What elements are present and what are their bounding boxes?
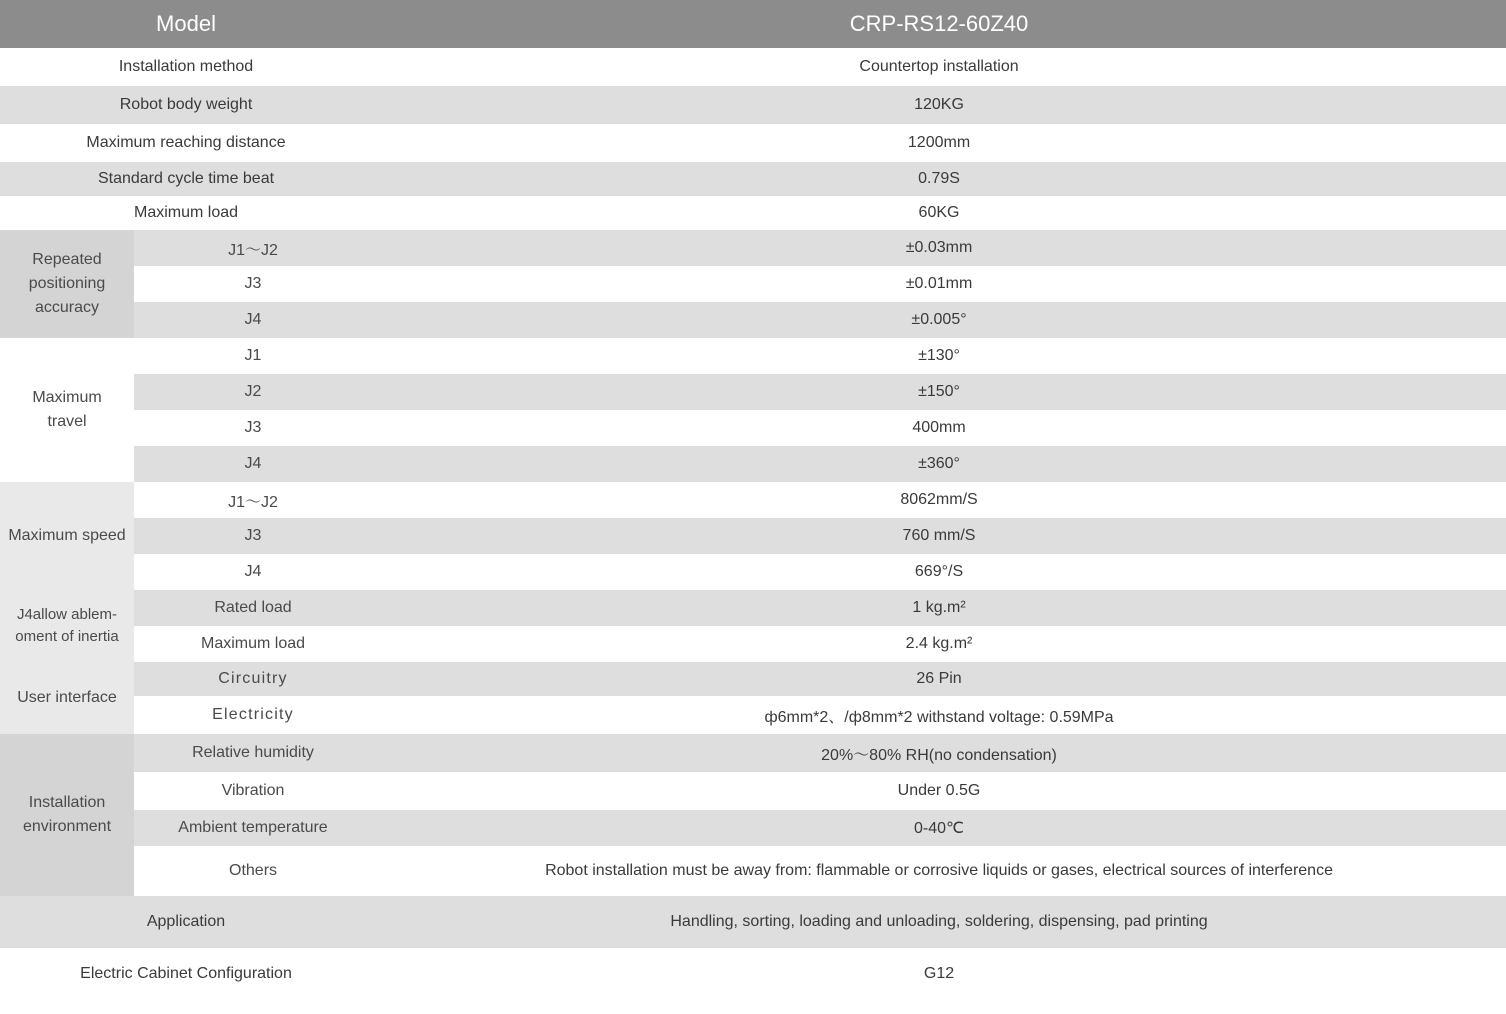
group-label-line: Maximum speed <box>8 527 126 544</box>
table-row <box>0 410 1506 446</box>
row-value: Handling, sorting, loading and unloading, soldering, dispensing, pad printing <box>372 896 1506 948</box>
group-label-line: Installation <box>28 794 106 811</box>
row-value: 1200mm <box>372 124 1506 162</box>
row-sublabel: J1～J2 <box>134 230 372 266</box>
header-model-label: Model <box>0 0 372 48</box>
row-value: ±360° <box>372 446 1506 482</box>
row-value: 8062mm/S <box>372 482 1506 518</box>
table-row <box>0 554 1506 590</box>
table-row <box>0 482 1506 518</box>
row-label: Robot body weight <box>0 86 372 124</box>
row-value: ±0.005° <box>372 302 1506 338</box>
table-row <box>0 86 1506 124</box>
table-row <box>0 302 1506 338</box>
row-sublabel: Ambient temperature <box>134 810 372 846</box>
row-value: 2.4 kg.m² <box>372 626 1506 662</box>
row-value: 120KG <box>372 86 1506 124</box>
table-row <box>0 266 1506 302</box>
group-label-line: oment of inertia <box>15 628 119 645</box>
row-sublabel: Vibration <box>134 772 372 810</box>
row-sublabel: J1 <box>134 338 372 374</box>
group-label-inertia <box>0 590 134 662</box>
row-value: 1 kg.m² <box>372 590 1506 626</box>
table-row <box>0 162 1506 196</box>
table-row <box>0 734 1506 772</box>
table-row <box>0 518 1506 554</box>
row-value: 26 Pin <box>372 662 1506 696</box>
row-label: Application <box>0 896 372 948</box>
row-sublabel: J3 <box>134 518 372 554</box>
row-value: 20%～80% RH(no condensation) <box>372 734 1506 772</box>
row-label: Maximum reaching distance <box>0 124 372 162</box>
table-row <box>0 48 1506 86</box>
row-value: 0-40℃ <box>372 810 1506 846</box>
group-label-repeat-accuracy <box>0 230 134 338</box>
row-value: ±130° <box>372 338 1506 374</box>
row-sublabel: Relative humidity <box>134 734 372 772</box>
table-row <box>0 846 1506 896</box>
row-sublabel: Electricity <box>134 696 372 734</box>
table-row <box>0 196 1506 230</box>
table-row <box>0 446 1506 482</box>
group-label-line: Repeated <box>32 251 102 268</box>
row-value: ±150° <box>372 374 1506 410</box>
table-row <box>0 948 1506 1000</box>
group-label-line: User interface <box>17 689 117 706</box>
table-row <box>0 590 1506 626</box>
group-label-max-speed <box>0 482 134 590</box>
row-value: G12 <box>372 948 1506 1000</box>
table-row <box>0 810 1506 846</box>
group-label-line: accuracy <box>34 299 100 316</box>
group-label-line: positioning <box>28 275 106 292</box>
table-row <box>0 338 1506 374</box>
row-sublabel: Others <box>134 846 372 896</box>
row-value: Robot installation must be away from: flammable or corrosive liquids or gases, electrical sources of interference <box>372 846 1506 896</box>
table-row <box>0 662 1506 696</box>
row-value: ф6mm*2、/ф8mm*2 withstand voltage: 0.59MPa <box>372 696 1506 734</box>
group-label-install-env <box>0 734 134 896</box>
table-row <box>0 124 1506 162</box>
row-sublabel: J1～J2 <box>134 482 372 518</box>
row-value: Under 0.5G <box>372 772 1506 810</box>
row-value: ±0.03mm <box>372 230 1506 266</box>
row-sublabel: Rated load <box>134 590 372 626</box>
group-label-line: travel <box>47 413 87 430</box>
row-sublabel: J2 <box>134 374 372 410</box>
row-sublabel: J4 <box>134 446 372 482</box>
row-sublabel: Maximum load <box>134 626 372 662</box>
row-sublabel: J4 <box>134 554 372 590</box>
group-label-line: environment <box>22 818 112 835</box>
row-sublabel: Circuitry <box>134 662 372 696</box>
group-label-max-travel <box>0 338 134 482</box>
table-row <box>0 772 1506 810</box>
group-label-line: Maximum <box>32 389 102 406</box>
row-label: Installation method <box>0 48 372 86</box>
row-label: Standard cycle time beat <box>0 162 372 196</box>
row-value: 669°/S <box>372 554 1506 590</box>
table-row <box>0 896 1506 948</box>
table-row <box>0 626 1506 662</box>
row-value: Countertop installation <box>372 48 1506 86</box>
row-value: 60KG <box>372 196 1506 230</box>
table-row <box>0 374 1506 410</box>
row-label: Electric Cabinet Configuration <box>0 948 372 1000</box>
table-header-row <box>0 0 1506 48</box>
row-sublabel: J4 <box>134 302 372 338</box>
row-sublabel: J3 <box>134 410 372 446</box>
table-row <box>0 696 1506 734</box>
row-sublabel: J3 <box>134 266 372 302</box>
header-model-value: CRP-RS12-60Z40 <box>372 0 1506 48</box>
row-value: 760 mm/S <box>372 518 1506 554</box>
row-label: Maximum load <box>0 196 372 230</box>
group-label-line: J4allow ablem- <box>16 605 118 623</box>
group-label-user-interface <box>0 662 134 734</box>
table-row <box>0 230 1506 266</box>
row-value: ±0.01mm <box>372 266 1506 302</box>
row-value: 400mm <box>372 410 1506 446</box>
row-value: 0.79S <box>372 162 1506 196</box>
